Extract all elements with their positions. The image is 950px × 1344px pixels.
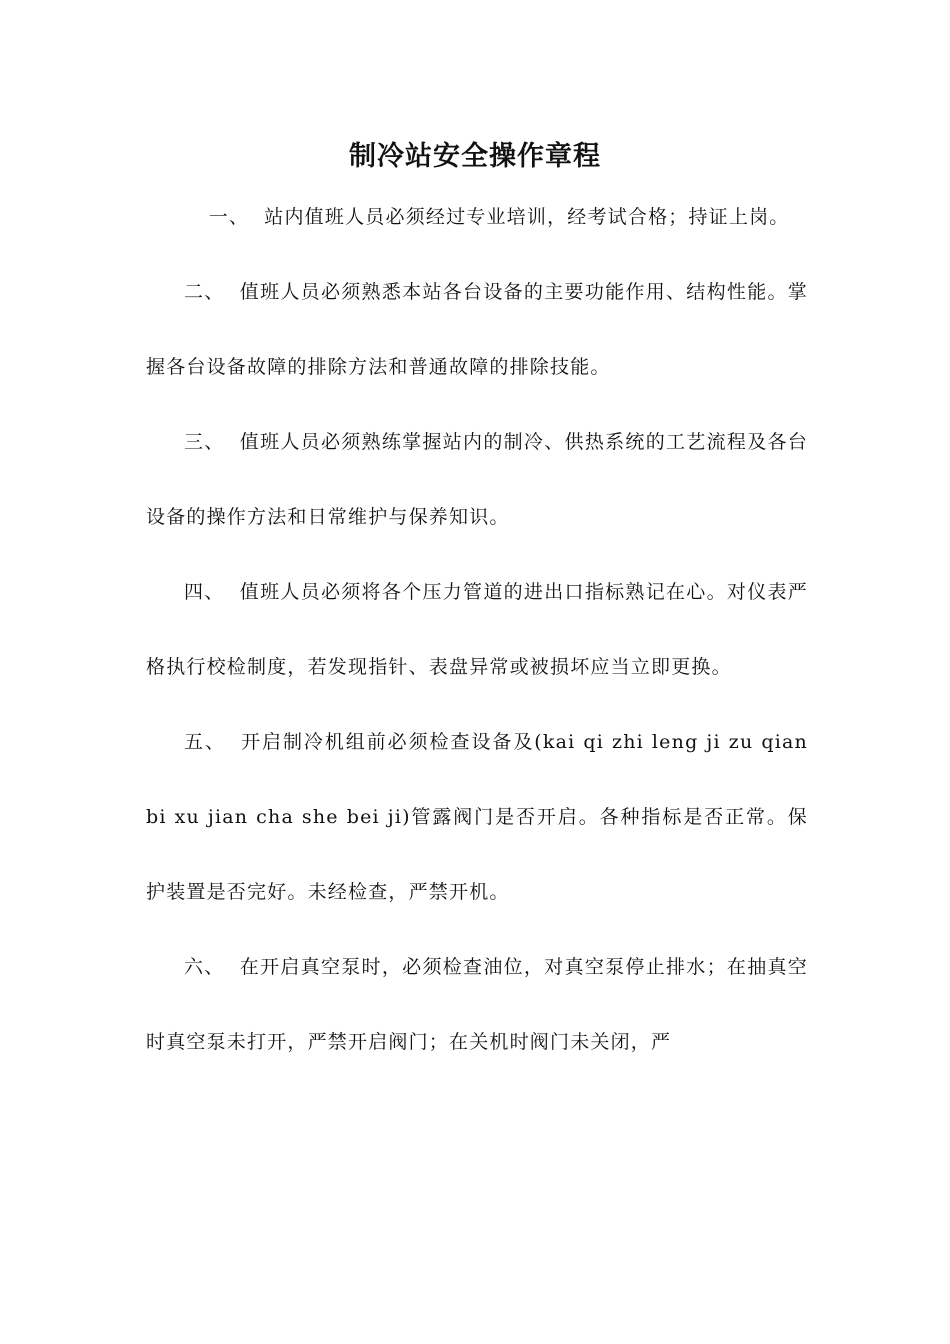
paragraph-3 [146,405,808,555]
paragraph-text: 值班人员必须熟悉本站各台设备的主要功能作用、结构性能。掌握各台设备故障的排除方法和普通故障的排除技能。 [146,281,808,378]
paragraph-2 [146,255,808,405]
paragraph-number: 二、 [184,281,225,303]
paragraph-1 [146,180,808,255]
paragraph-number: 一、 [208,206,250,228]
paragraph-6 [146,930,808,1080]
paragraph-text: 值班人员必须熟练掌握站内的制冷、供热系统的工艺流程及各台设备的操作方法和日常维护与保养知识。 [146,431,808,528]
paragraph-text: 开启制冷机组前必须检查设备及(kai qi zhi leng ji zu qian bi xu jian cha she bei ji)管露阀门是否开启。各种指标是否正常。保护装置是否完好。未经检查，严禁开机。 [146,731,808,903]
document-title: 制冷站安全操作章程 [349,141,601,172]
paragraph-text: 在开启真空泵时，必须检查油位，对真空泵停止排水；在抽真空时真空泵未打开，严禁开启阀门；在关机时阀门未关闭，严 [146,956,808,1053]
paragraph-number: 四、 [184,581,225,603]
paragraph-5 [146,705,808,930]
paragraph-4 [146,555,808,705]
paragraph-text: 站内值班人员必须经过专业培训，经考试合格；持证上岗。 [264,206,790,228]
paragraph-number: 六、 [184,956,225,978]
document-body [146,180,808,1080]
paragraph-number: 三、 [184,431,225,453]
paragraph-text: 值班人员必须将各个压力管道的进出口指标熟记在心。对仪表严格执行校检制度，若发现指针、表盘异常或被损坏应当立即更换。 [146,581,808,678]
paragraph-number: 五、 [184,731,226,753]
